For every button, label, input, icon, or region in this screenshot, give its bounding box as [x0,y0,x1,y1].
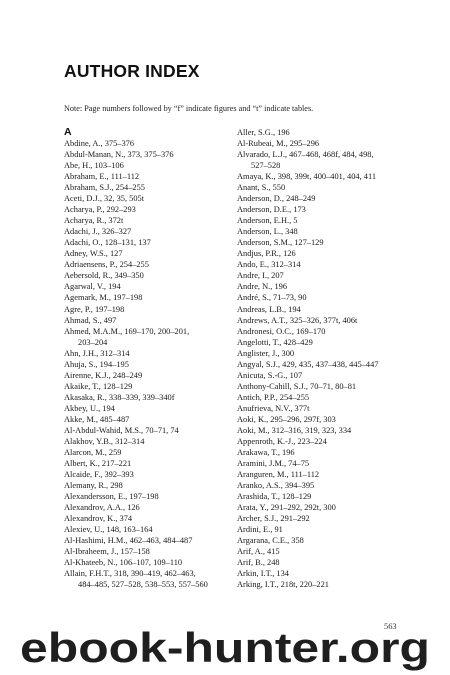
index-entry: Aramini, J.M., 74–75 [237,458,310,468]
index-entry: Agemark, M., 197–198 [64,293,143,303]
index-entry: Al-Rubeai, M., 295–296 [237,139,320,149]
index-entry: Arkin, I.T., 134 [237,569,289,579]
index-entry-continuation: 484–485, 527–528, 538–553, 557–560 [78,580,208,590]
left-entries [64,138,227,590]
index-entry: Abe, H., 103–106 [64,161,124,171]
index-entry: Akbey, U., 194 [64,403,115,413]
index-entry: Abraham, E., 111–112 [64,172,140,182]
index-entry: Andre, N., 196 [237,282,288,292]
index-entry: Appenroth, K.-J., 223–224 [237,436,327,446]
index-entry: Anicuta, S.-G., 107 [237,370,303,380]
index-entry: Arif, B., 248 [237,558,280,568]
index-entry: Alvarado, L.J., 467–468, 468f, 484, 498, [237,150,374,160]
index-entry: Antich, P.P., 254–255 [237,392,310,402]
index-entry: Angyal, S.J., 429, 435, 437–438, 445–447 [237,359,379,369]
index-entry: Ahmed, M.A.M., 169–170, 200–201, [64,326,190,336]
index-entry: Ardini, E., 91 [237,525,283,535]
index-entry: Acharya, R., 372t [64,216,124,226]
index-entry: Akke, M., 485–487 [64,414,130,424]
index-entry: Anufrieva, N.V., 377t [237,403,310,413]
index-entry: Aebersold, R., 349–350 [64,271,144,281]
index-entry: Allain, F.H.T., 318, 390–419, 462–463, [64,569,196,579]
index-entry: Arakawa, T., 196 [237,447,295,457]
index-entry: Aranko, A.S., 394–395 [237,481,315,490]
index-entry: Adriaensens, P., 254–255 [64,260,149,270]
index-entry: Alexandrov, A.A., 126 [64,503,140,513]
index-entry: Adney, W.S., 127 [64,249,123,259]
index-entry: Aceti, D.J., 32, 35, 505t [64,194,145,204]
index-entry: Andronesi, O.C., 169–170 [237,326,326,336]
index-entry: Andrews, A.T., 325–326, 377t, 406t [237,315,358,325]
index-entry: Anderson, L., 348 [237,227,298,237]
index-entry: Akaike, T., 128–129 [64,381,133,391]
index-entry: Amaya, K., 398, 399t, 400–401, 404, 411 [237,172,377,182]
index-entry: Airenne, K.J., 248–249 [64,370,143,380]
index-entry: Archer, S.J., 291–292 [237,514,310,524]
index-entry: Alarcon, M., 259 [64,447,122,457]
index-entry: André, S., 71–73, 90 [237,293,307,303]
right-entries [237,127,407,590]
watermark-text: ebook-hunter.org [20,624,430,671]
index-entry: Al-Hashimi, H.M., 462–463, 484–487 [64,536,193,546]
index-entry: Anderson, D.E., 173 [237,205,306,215]
index-entry: Akasaka, R., 338–339, 339–340f [64,392,175,402]
index-entry: Anthony-Cahill, S.J., 70–71, 80–81 [237,381,357,391]
index-entry: Aoki, K., 295–296, 297f, 303 [237,414,336,424]
index-entry: Andjus, P.R., 126 [237,249,296,259]
index-entry: Acharya, P., 292–293 [64,205,136,215]
index-entry: Alcaide, F., 392–393 [64,469,134,479]
index-entry: Alexandersson, E., 197–198 [64,492,159,502]
index-entry: Aller, S.G., 196 [237,128,290,137]
index-entry: Anderson, D., 248–249 [237,194,316,204]
index-entry: Abraham, S.J., 254–255 [64,183,145,193]
index-entry: Ando, E., 312–314 [237,260,301,270]
index-entry: Abdul-Manan, N., 373, 375–376 [64,150,174,160]
index-entry-continuation: 203–204 [78,337,108,347]
page-title: AUTHOR INDEX [64,61,200,81]
index-entry: Angelotti, T., 428–429 [237,337,313,347]
index-entry: Albert, K., 217–221 [64,458,132,468]
index-entry: Al-Khateeb, N., 106–107, 109–110 [64,558,183,568]
section-letter: A [64,126,72,138]
index-entry: Aoki, M., 312–316, 319, 323, 334 [237,425,352,435]
index-entry: Aranguren, M., 111–112 [237,469,320,479]
index-entry: Ahuja, S., 194–195 [64,359,129,369]
index-entry: Anglister, J., 300 [237,348,295,358]
index-entry: Alexandrov, K., 374 [64,514,133,524]
index-entry: Andreas, L.B., 194 [237,304,301,314]
index-entry: Agarwal, V., 194 [64,282,121,292]
index-entry: Alemany, R., 298 [64,481,123,490]
index-entry: Al-Abdul-Wahid, M.S., 70–71, 74 [64,425,179,435]
index-column-left [64,127,227,590]
index-entry: Anderson, S.M., 127–129 [237,238,324,248]
page-number: 563 [384,622,397,631]
index-note: Note: Page numbers followed by “f” indicate figures and “t” indicate tables. [64,104,314,113]
index-entry: Alexiev, U., 148, 163–164 [64,525,153,535]
index-entry: Abdine, A., 375–376 [64,139,135,149]
index-entry: Arata, Y., 291–292, 292t, 300 [237,503,336,513]
index-entry: Anant, S., 550 [237,183,286,193]
index-entry: Ahn, J.H., 312–314 [64,348,130,358]
index-entry: Arif, A., 415 [237,547,280,557]
index-entry: Adachi, J., 326–327 [64,227,132,237]
index-entry: Anderson, E.H., 5 [237,216,298,226]
index-entry: Al-Ibraheem, J., 157–158 [64,547,150,557]
index-entry: Agre, P., 197–198 [64,304,125,314]
watermark [0,618,450,675]
index-entry: Arashida, T., 128–129 [237,492,312,502]
index-column-right [237,127,407,590]
index-entry: Ahmad, S., 497 [64,315,117,325]
index-entry-continuation: 527–528 [251,161,281,171]
index-entry: Adachi, O., 128–131, 137 [64,238,151,248]
index-entry: Arking, I.T., 218t, 220–221 [237,580,329,590]
index-entry: Andre, I., 207 [237,271,284,281]
index-entry: Alakhov, Y.B., 312–314 [64,436,145,446]
index-entry: Argarana, C.E., 358 [237,536,304,546]
